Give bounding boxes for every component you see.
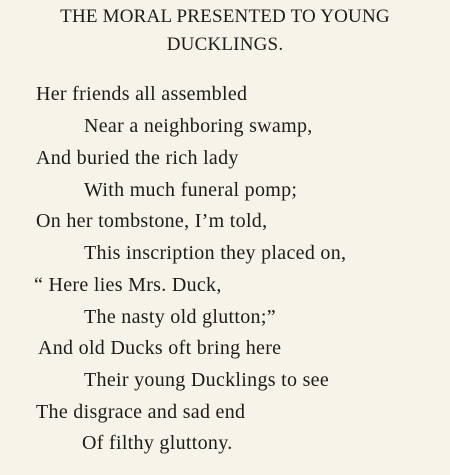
verse-line-3: And buried the rich lady	[36, 147, 239, 169]
verse-line-4: With much funeral pomp;	[84, 179, 298, 201]
poem-title-line-1: THE MORAL PRESENTED TO YOUNG	[60, 6, 390, 27]
verse-line-10: Their young Ducklings to see	[84, 369, 330, 391]
verse-line-2: Near a neighboring swamp,	[84, 115, 313, 137]
verse-line-11: The disgrace and sad end	[36, 401, 246, 423]
verse-line-8: The nasty old glutton;”	[84, 306, 276, 328]
verse-line-12: Of filthy gluttony.	[82, 432, 233, 454]
verse-line-7: “ Here lies Mrs. Duck,	[34, 274, 222, 296]
verse-line-1: Her friends all assembled	[36, 83, 248, 105]
verse-line-5: On her tombstone, I’m told,	[36, 210, 268, 232]
verse-line-6: This inscription they placed on,	[84, 242, 347, 264]
verse-line-9: And old Ducks oft bring here	[38, 337, 282, 359]
poem-title-line-2: DUCKLINGS.	[166, 34, 284, 55]
